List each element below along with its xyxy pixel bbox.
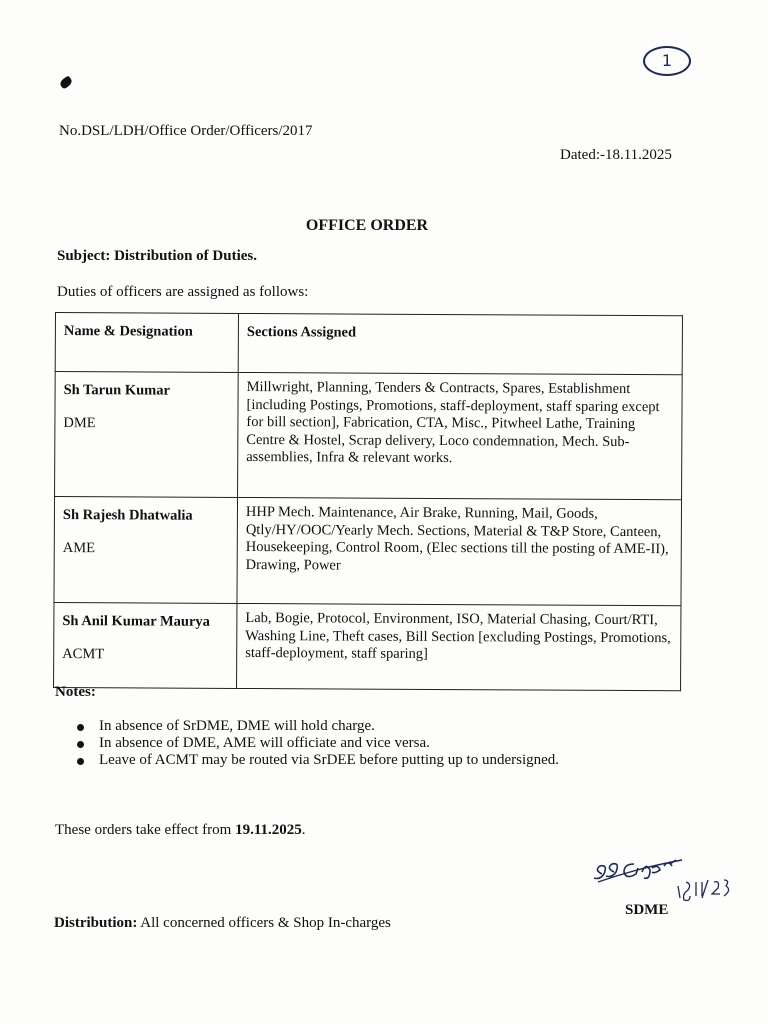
signature (590, 852, 740, 907)
table-row (54, 497, 682, 606)
effect-suffix: . (301, 822, 306, 838)
signer-designation: SDME (625, 902, 669, 918)
sections-cell (238, 372, 683, 499)
handwritten-signature (590, 852, 740, 902)
officer-designation: AME (62, 540, 96, 557)
sections-cell (237, 497, 682, 605)
sections-cell (237, 603, 681, 690)
subject-line: Subject: Distribution of Duties. (57, 248, 258, 264)
officer-cell (54, 497, 238, 604)
distribution-label: Distribution: (54, 915, 138, 931)
issue-date: Dated:-18.11.2025 (560, 147, 672, 163)
column-header-sections: Sections Assigned (238, 313, 682, 374)
officer-designation: ACMT (62, 646, 105, 663)
page-number-circle (643, 46, 691, 76)
table-row (54, 602, 681, 690)
notes-heading: Notes: (55, 684, 96, 700)
page-number: 1 (661, 51, 673, 70)
officer-cell (54, 602, 237, 688)
officer-name: Sh Anil Kumar Maurya (62, 613, 210, 630)
effective-date-line (55, 822, 306, 839)
officer-name: Sh Rajesh Dhatwalia (62, 507, 193, 524)
sections-assigned: Millwright, Planning, Tenders & Contracts, Spares, Establishment [including Postings, Promotions, staff-deployment, staff sparing except for bill section], Fabrication, CTA, Misc., Pitwheel Lathe, Training Centre & Hostel, Scrap delivery, Loco condemnation, Mech. Sub-assemblies, Infra & relevant works. (246, 379, 660, 467)
officer-name: Sh Tarun Kumar (63, 382, 171, 399)
officer-cell (55, 372, 239, 498)
intro-text: Duties of officers are assigned as follows: (57, 284, 309, 300)
table-row (55, 372, 683, 500)
column-header-name: Name & Designation (55, 313, 238, 373)
reference-number: No.DSL/LDH/Office Order/Officers/2017 (59, 123, 313, 139)
sections-assigned: Lab, Bogie, Protocol, Environment, ISO, Material Chasing, Court/RTI, Washing Line, Theft cases, Bill Section [excluding Postings, Promotions, staff-deployment, staff sparing] (245, 610, 671, 662)
document-title: OFFICE ORDER (305, 217, 429, 234)
list-item: Leave of ACMT may be routed via SrDEE before putting up to undersigned. (75, 752, 559, 769)
duties-table (53, 312, 683, 691)
officer-designation: DME (63, 415, 96, 432)
effect-prefix: These orders take effect from (55, 822, 236, 838)
sections-assigned: HHP Mech. Maintenance, Air Brake, Running, Mail, Goods, Qtly/HY/OOC/Yearly Mech. Sections, Material & T&P Store, Canteen, Housekeeping, Control Room, (Elec sections till the posting of AME-II), Drawing, Power (245, 504, 669, 573)
ink-mark (59, 75, 74, 89)
effective-date: 19.11.2025 (235, 822, 302, 838)
notes-list (75, 718, 559, 769)
table-header-row (55, 313, 682, 375)
list-item: In absence of DME, AME will officiate and vice versa. (75, 735, 559, 752)
distribution-line (54, 915, 391, 932)
list-item: In absence of SrDME, DME will hold charge. (75, 718, 559, 735)
distribution-text: All concerned officers & Shop In-charges (137, 915, 391, 931)
